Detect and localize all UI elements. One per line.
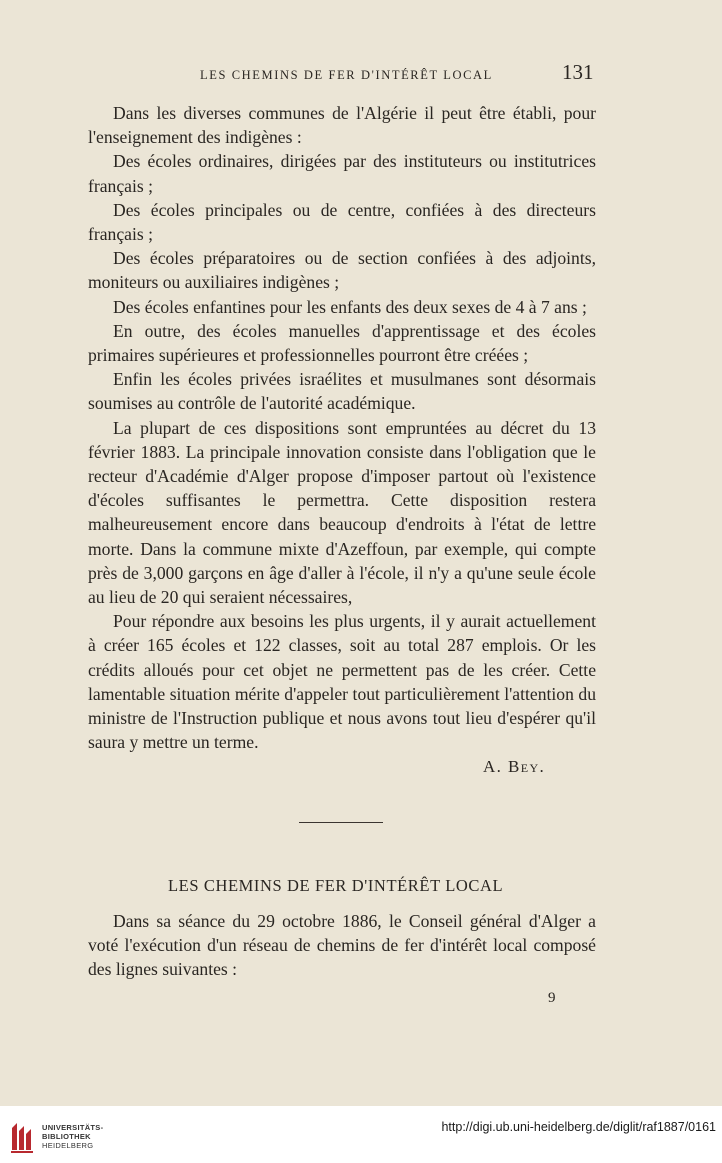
paragraph: Enfin les écoles privées israélites et musulmanes sont désormais soumises au contrôle de l'autorité académique. xyxy=(88,369,596,414)
permalink-url[interactable]: http://digi.ub.uni-heidelberg.de/diglit/raf1887/0161 xyxy=(441,1120,716,1134)
running-head: LES CHEMINS DE FER D'INTÉRÊT LOCAL xyxy=(200,68,493,82)
section-title: LES CHEMINS DE FER D'INTÉRÊT LOCAL xyxy=(168,876,504,895)
paragraph: Dans sa séance du 29 octobre 1886, le Conseil général d'Alger a voté l'exécution d'un réseau de chemins de fer d'intérêt local composé des lignes suivantes : xyxy=(88,911,596,980)
viewer-footer xyxy=(0,1106,722,1163)
article-body xyxy=(88,101,596,754)
library-name-line: HEIDELBERG xyxy=(42,1141,94,1150)
paragraph: En outre, des écoles manuelles d'apprentissage et des écoles primaires supérieures et professionnelles pourront être créées ; xyxy=(88,320,596,366)
section-divider xyxy=(299,822,383,823)
signature-mark: 9 xyxy=(548,990,556,1006)
library-name-line: UNIVERSITÄTS- xyxy=(42,1123,104,1132)
library-name-line: BIBLIOTHEK xyxy=(42,1132,91,1141)
paragraph: Des écoles enfantines pour les enfants des deux sexes de 4 à 7 ans ; xyxy=(113,296,587,317)
author-signature: A. Bey. xyxy=(483,757,546,776)
paragraph: Des écoles ordinaires, dirigées par des instituteurs ou institutrices français ; xyxy=(88,151,596,196)
page-number: 131 xyxy=(562,60,594,84)
paragraph: Dans les diverses communes de l'Algérie il peut être établi, pour l'enseignement des indigènes : xyxy=(88,103,596,148)
paragraph: Des écoles préparatoires ou de section confiées à des adjoints, moniteurs ou auxiliaires indigènes ; xyxy=(88,248,596,293)
paragraph: Des écoles principales ou de centre, confiées à des directeurs français ; xyxy=(88,199,596,245)
paragraph: Pour répondre aux besoins les plus urgents, il y aurait actuellement à créer 165 écoles et 122 classes, soit au total 287 emplois. Or les crédits alloués pour cet objet ne permettent pas de les créer. Cette lamentable situation mérite d'appeler tout particulièrement l'attention du ministre de l'Instruction publique et nous avons tout lieu d'espérer qu'il saura y mettre un terme. xyxy=(88,611,596,753)
university-library-logo-icon xyxy=(8,1120,38,1156)
library-name xyxy=(42,1123,103,1150)
paragraph: La plupart de ces dispositions sont empruntées au décret du 13 février 1883. La principale innovation consiste dans l'obligation que le recteur d'Académie d'Alger propose d'imposer partout où l'existence d'écoles suffisantes le permettra. Cette disposition restera malheureusement encore dans beaucoup d'endroits à l'état de lettre morte. Dans la commune mixte d'Azeffoun, par exemple, qui compte près de 3,000 garçons en âge d'aller à l'école, il n'y a qu'une seule école au lieu de 20 qui seraient nécessaires, xyxy=(88,417,596,608)
section-body xyxy=(88,909,596,982)
